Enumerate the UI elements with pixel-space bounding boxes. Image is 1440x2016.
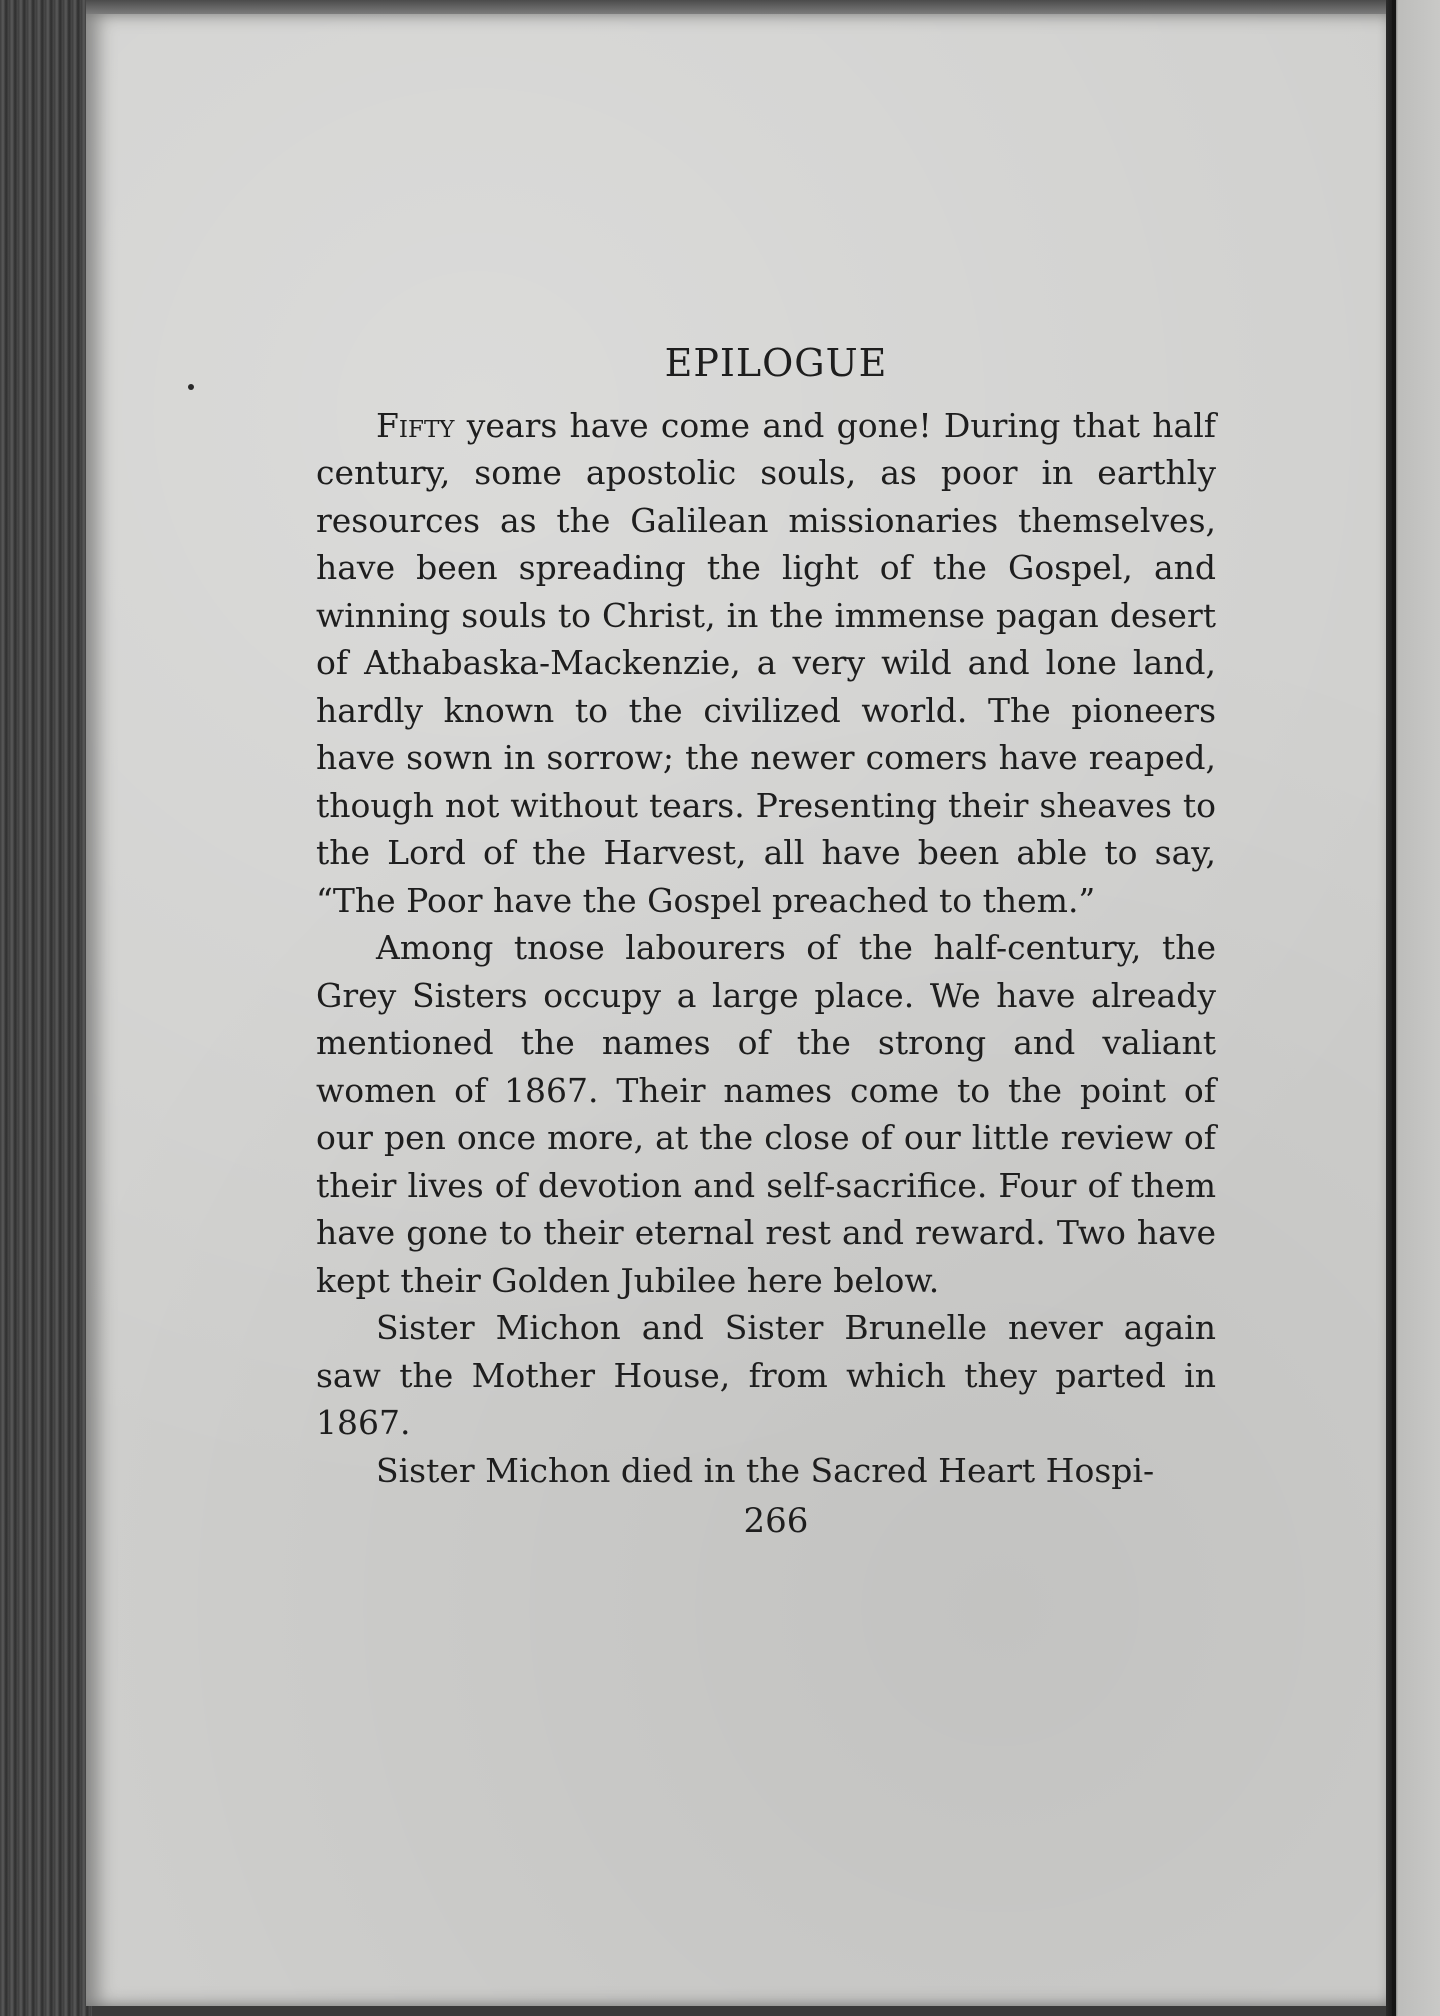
ink-speck	[188, 384, 194, 390]
page-number: 266	[743, 1501, 809, 1541]
page-text	[316, 340, 1216, 1546]
chapter-heading: EPILOGUE	[664, 341, 888, 385]
paragraph-1	[316, 402, 1216, 925]
paragraph-1-text: years have come and gone! During that half century, some apostolic souls, as poor in earthly resources as the Galilean missionaries themselves, have been spreading the light of the Gospel, and winning souls to Christ, in the immense pagan desert of Athabaska-Mackenzie, a very wild and lone land, hardly known to the civilized world. The pioneers have sown in sorrow; the newer comers have reaped, though not without tears. Presenting their sheaves to the Lord of the Harvest, all have been able to say, “The Poor have the Gospel preached to them.”	[316, 405, 1216, 920]
page-stack-edge	[0, 0, 92, 2016]
paragraph-4: Sister Michon died in the Sacred Heart Hospi-	[376, 1450, 1155, 1490]
binding-line	[1392, 0, 1396, 2016]
paragraph-3: Sister Michon and Sister Brunelle never again saw the Mother House, from which they parted in 1867.	[316, 1308, 1216, 1442]
paragraph-2: Among tnose labourers of the half-century, the Grey Sisters occupy a large place. We have already mentioned the names of the strong and valiant women of 1867. Their names come to the point of our pen once more, at the close of our little review of their lives of devotion and self-sacrifice. Four of them have gone to their eternal rest and reward. Two have kept their Golden Jubilee here below.	[316, 928, 1216, 1300]
paragraph-lead-word: Fifty	[376, 405, 455, 445]
